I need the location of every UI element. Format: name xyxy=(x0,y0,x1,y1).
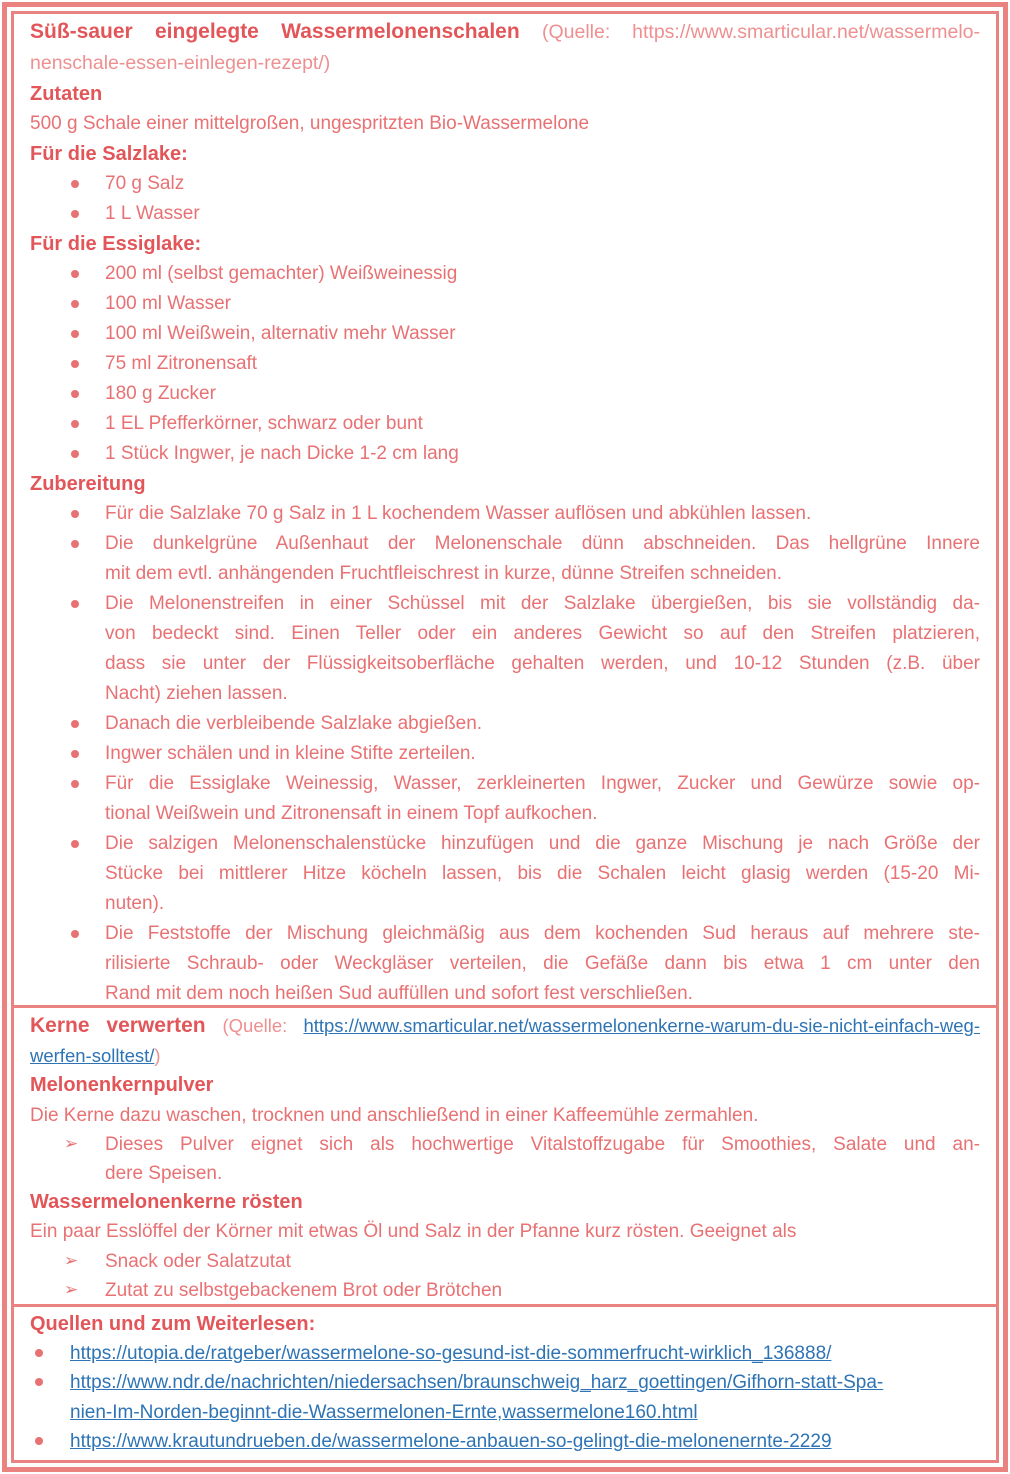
round-bullet-icon xyxy=(71,180,79,188)
source-label: nenschale-essen-einlegen-rezept/) xyxy=(30,52,331,74)
round-bullet-icon xyxy=(71,600,79,608)
text-line: Die dunkelgrüne Außenhaut der Melonenschale dünn abschneiden. Das hellgrüne Innere xyxy=(105,533,980,554)
list-item-text xyxy=(105,349,980,379)
text-line: Rand mit dem noch heißen Sud auffüllen und sofort fest verschließen. xyxy=(105,983,693,1004)
section-heading: Quellen und zum Weiterlesen: xyxy=(30,1313,316,1335)
text-line: Ingwer schälen und in kleine Stifte zerteilen. xyxy=(105,743,476,764)
list-item xyxy=(30,769,980,829)
text-line xyxy=(70,1398,980,1427)
list-item-text xyxy=(105,739,980,769)
section-title-line xyxy=(30,1011,980,1041)
section-heading: Für die Salzlake: xyxy=(30,143,188,165)
text-line: 75 ml Zitronensaft xyxy=(105,353,258,374)
list-item xyxy=(30,169,980,199)
text-line: 180 g Zucker xyxy=(105,383,216,404)
list-item xyxy=(30,1130,980,1188)
text-line: 1 L Wasser xyxy=(105,203,200,224)
text-line: Ein paar Esslöffel der Körner mit etwas Öl und Salz in der Pfanne kurz rösten. Geeignet als xyxy=(30,1221,797,1243)
round-bullet-icon xyxy=(71,330,79,338)
list-item xyxy=(30,1247,980,1276)
list-item-text xyxy=(105,589,980,709)
round-bullet-icon xyxy=(71,930,79,938)
list-item xyxy=(30,199,980,229)
text-line: Snack oder Salatzutat xyxy=(105,1250,291,1272)
text-line: von bedeckt sind. Einen Teller oder ein anderes Gewicht so auf den Streifen platzieren, xyxy=(105,623,980,644)
list-item-text xyxy=(70,1427,980,1456)
section-recipe xyxy=(14,14,996,1005)
link[interactable]: https://utopia.de/ratgeber/wassermelone-so-gesund-ist-die-sommerfrucht-wirklich_136888/ xyxy=(70,1343,832,1365)
list-item xyxy=(30,919,980,1005)
text-line: 200 ml (selbst gemachter) Weißweinessig xyxy=(105,263,458,284)
list-item-text xyxy=(105,259,980,289)
text-line: 70 g Salz xyxy=(105,173,185,194)
arrow-bullet-icon: ➢ xyxy=(64,1279,79,1300)
section-heading: Zubereitung xyxy=(30,473,146,495)
text-line: Nacht) ziehen lassen. xyxy=(105,683,288,704)
round-bullet-icon xyxy=(71,210,79,218)
list-item-text xyxy=(105,769,980,829)
section-heading: Zutaten xyxy=(30,83,103,105)
round-bullet-icon xyxy=(71,840,79,848)
list-item-text xyxy=(105,1130,980,1188)
link[interactable]: https://www.ndr.de/nachrichten/niedersachsen/braunschweig_harz_goettingen/Gifhorn-statt-Spa- xyxy=(70,1372,884,1394)
text-line: dere Speisen. xyxy=(105,1163,223,1185)
list-item xyxy=(30,499,980,529)
source-link[interactable]: werfen-solltest/ xyxy=(30,1045,155,1067)
list-item-text xyxy=(105,499,980,529)
text-line: nuten). xyxy=(105,893,165,914)
text-line xyxy=(70,1339,980,1368)
text-line: Für die Essiglake Weinessig, Wasser, zerkleinerten Ingwer, Zucker und Gewürze sowie op- xyxy=(105,773,980,794)
round-bullet-icon xyxy=(35,1378,43,1386)
list-item xyxy=(30,709,980,739)
list-item xyxy=(30,1368,980,1426)
link[interactable]: nien-Im-Norden-beginnt-die-Wassermelonen-Ernte,wassermelone160.html xyxy=(70,1401,698,1423)
list-item-text xyxy=(105,319,980,349)
text-line: 1 Stück Ingwer, je nach Dicke 1-2 cm lang xyxy=(105,443,459,464)
list-item xyxy=(30,1276,980,1304)
list-item xyxy=(30,1339,980,1368)
list-item-text xyxy=(105,919,980,1005)
list-item-text xyxy=(70,1339,980,1368)
round-bullet-icon xyxy=(35,1349,43,1357)
list-item-text xyxy=(105,169,980,199)
section-sources xyxy=(14,1307,996,1457)
text-line: Die Melonenstreifen in einer Schüssel mit der Salzlake übergießen, bis sie vollständig da- xyxy=(105,593,980,614)
source-label: ) xyxy=(154,1045,161,1067)
text-line: Dieses Pulver eignet sich als hochwertige Vitalstoffzugabe für Smoothies, Salate und an- xyxy=(105,1133,980,1155)
section-heading: Für die Essiglake: xyxy=(30,233,202,255)
text-line xyxy=(70,1368,980,1397)
list-item xyxy=(30,379,980,409)
text-line: Die Kerne dazu waschen, trocknen und anschließend in einer Kaffeemühle zermahlen. xyxy=(30,1104,759,1126)
list-item-text xyxy=(105,1247,980,1276)
section-title-line xyxy=(30,1041,980,1071)
round-bullet-icon xyxy=(71,270,79,278)
list-item-text xyxy=(105,529,980,589)
text-line: Zutat zu selbstgebackenem Brot oder Brötchen xyxy=(105,1279,503,1301)
text-line: Stücke bei mittlerer Hitze köcheln lassen, bis die Schalen leicht glasig werden (15-20 Mi- xyxy=(105,863,980,884)
list-item xyxy=(30,349,980,379)
round-bullet-icon xyxy=(71,780,79,788)
arrow-bullet-icon: ➢ xyxy=(64,1250,79,1271)
list-item xyxy=(30,1427,980,1456)
source-link[interactable]: https://www.smarticular.net/wassermelonenkerne-warum-du-sie-nicht-einfach-weg- xyxy=(303,1015,980,1036)
round-bullet-icon xyxy=(71,720,79,728)
doc-title: Kerne verwerten xyxy=(30,1014,223,1037)
round-bullet-icon xyxy=(71,510,79,518)
section-title-line xyxy=(30,17,980,48)
list-item xyxy=(30,289,980,319)
document-inner-frame xyxy=(11,11,999,1463)
text-line xyxy=(70,1427,980,1456)
text-line: 1 EL Pfefferkörner, schwarz oder bunt xyxy=(105,413,423,434)
list-item xyxy=(30,829,980,919)
round-bullet-icon xyxy=(71,750,79,758)
round-bullet-icon xyxy=(71,420,79,428)
text-line: rilisierte Schraub- oder Weckgläser verteilen, die Gefäße dann bis etwa 1 cm unter den xyxy=(105,953,980,974)
list-item-text xyxy=(105,409,980,439)
text-line: dass sie unter der Flüssigkeitsoberfläche gehalten werden, und 10-12 Stunden (z.B. über xyxy=(105,653,980,674)
list-item-text xyxy=(105,289,980,319)
list-item-text xyxy=(105,709,980,739)
list-item xyxy=(30,439,980,469)
text-line: Danach die verbleibende Salzlake abgießen. xyxy=(105,713,483,734)
source-label: (Quelle: https://www.smarticular.net/wassermelo- xyxy=(541,21,980,43)
text-line: tional Weißwein und Zitronensaft in einem Topf aufkochen. xyxy=(105,803,598,824)
document-outer-frame xyxy=(2,2,1008,1472)
list-item xyxy=(30,529,980,589)
text-line: mit dem evtl. anhängenden Fruchtfleischrest in kurze, dünne Streifen schneiden. xyxy=(105,563,782,584)
section-title-line xyxy=(30,48,980,79)
text-line: Die salzigen Melonenschalenstücke hinzufügen und die ganze Mischung je nach Größe der xyxy=(105,833,980,854)
round-bullet-icon xyxy=(71,390,79,398)
section-heading: Wassermelonenkerne rösten xyxy=(30,1191,303,1214)
list-item xyxy=(30,259,980,289)
list-item xyxy=(30,589,980,709)
list-item-text xyxy=(105,439,980,469)
text-line: Die Feststoffe der Mischung gleichmäßig aus dem kochenden Sud heraus auf mehrere ste- xyxy=(105,923,980,944)
round-bullet-icon xyxy=(71,540,79,548)
text-line: Für die Salzlake 70 g Salz in 1 L kochendem Wasser auflösen und abkühlen lassen. xyxy=(105,503,812,524)
doc-title: Süß-sauer eingelegte Wassermelonenschalen xyxy=(30,20,542,43)
list-item xyxy=(30,319,980,349)
list-item-text xyxy=(70,1368,980,1426)
list-item xyxy=(30,409,980,439)
text-line: 500 g Schale einer mittelgroßen, ungespritzten Bio-Wassermelone xyxy=(30,113,590,134)
list-item-text xyxy=(105,1276,980,1304)
list-item xyxy=(30,739,980,769)
section-heading: Melonenkernpulver xyxy=(30,1074,214,1097)
text-line: 100 ml Wasser xyxy=(105,293,231,314)
arrow-bullet-icon: ➢ xyxy=(64,1133,79,1154)
round-bullet-icon xyxy=(71,360,79,368)
list-item-text xyxy=(105,829,980,919)
link[interactable]: https://www.krautundrueben.de/wassermelone-anbauen-so-gelingt-die-melonenernte-2229 xyxy=(70,1430,832,1452)
round-bullet-icon xyxy=(71,300,79,308)
section-seeds xyxy=(14,1008,996,1304)
list-item-text xyxy=(105,379,980,409)
round-bullet-icon xyxy=(35,1437,43,1445)
source-label: (Quelle: xyxy=(222,1015,304,1036)
list-item-text xyxy=(105,199,980,229)
round-bullet-icon xyxy=(71,450,79,458)
text-line: 100 ml Weißwein, alternativ mehr Wasser xyxy=(105,323,456,344)
